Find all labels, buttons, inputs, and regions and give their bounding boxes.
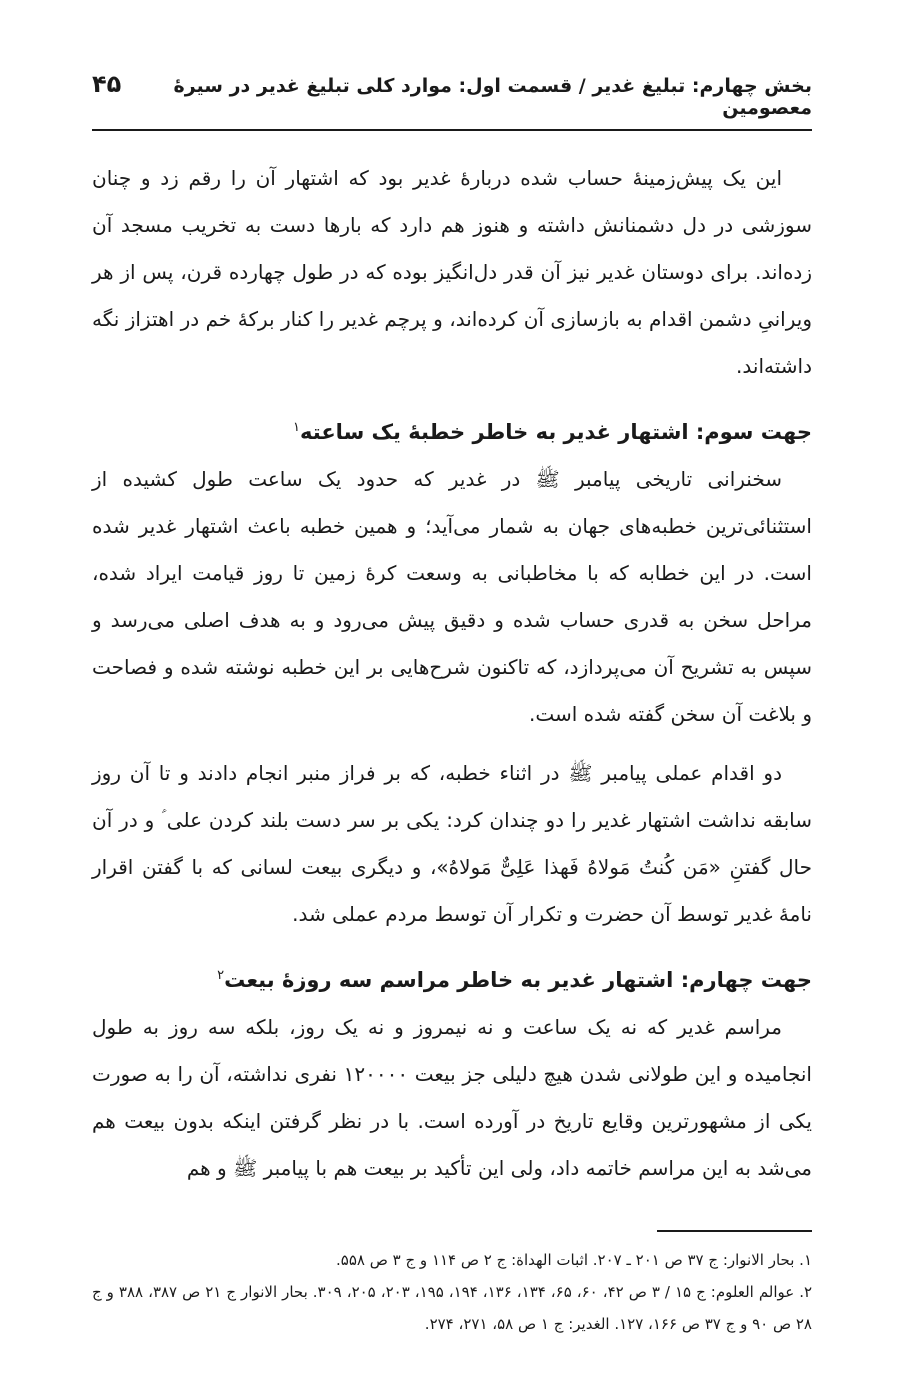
page-number: ۴۵	[92, 70, 122, 98]
book-page	[92, 70, 812, 1340]
paragraph: سخنرانی تاریخی پیامبر ﷺ در غدیر که حدود یک ساعت طول کشیده از استثنائی‌ترین خطبه‌های جهان به شمار می‌آید؛ و همین خطبه باعث اشتهار غدیر شده است. در این خطابه که با مخاطبانی به وسعت کرۀ زمین تا روز قیامت ایراد شده، مراحل سخن به قدری حساب شده و دقیق پیش می‌رود و به هدف اصلی می‌رسد و سپس به تشریح آن می‌پردازد، که تاکنون شرح‌هایی بر این خطبه نوشته شده و فصاحت و بلاغت آن سخن گفته شده است.	[92, 467, 812, 726]
footnotes	[92, 1244, 812, 1340]
main-text	[92, 155, 812, 1192]
footnote-marker: ۱	[293, 420, 301, 435]
section-heading-fourth-aspect	[92, 952, 812, 1004]
section-heading-third-aspect	[92, 404, 812, 456]
running-title: بخش چهارم: تبلیغ غدیر / قسمت اول: موارد کلی تبلیغ غدیر در سیرۀ معصومین	[173, 75, 812, 119]
paragraph: این یک پیش‌زمینۀ حساب شده دربارۀ غدیر بود که اشتهار آن را رقم زد و چنان سوزشی در دل دشمنانش داشته و هنوز هم دارد که بارها دست به تخریب مسجد آن زده‌اند. برای دوستان غدیر نیز آن قدر دل‌انگیز بوده که در طول چهارده قرن، پس از هر ویرانیِ دشمن اقدام به بازسازی آن کرده‌اند، و پرچم غدیر را کنار برکۀ خم در اهتزاز نگه داشته‌اند.	[92, 166, 812, 378]
paragraph: دو اقدام عملی پیامبر ﷺ در اثناء خطبه، که بر فراز منبر انجام دادند و تا آن روز سابقه نداشت اشتهار غدیر را دو چندان کرد: یکی بر سر دست بلند کردن علی ؑ و در آن حال گفتنِ «مَن کُنتُ مَولاهُ فَهذا عَلِیٌّ مَولاهُ»، و دیگری بیعت لسانی که با گفتن اقرار نامۀ غدیر توسط آن حضرت و تکرار آن توسط مردم عملی شد.	[92, 761, 812, 926]
footnote: ۱. بحار الانوار: ج ۳۷ ص ۲۰۱ ـ ۲۰۷. اثبات الهداة: ج ۲ ص ۱۱۴ و ج ۳ ص ۵۵۸.	[336, 1251, 812, 1269]
footnote-divider	[657, 1230, 812, 1232]
heading-text: جهت چهارم: اشتهار غدیر به خاطر مراسم سه روزۀ بیعت	[224, 968, 812, 992]
paragraph: مراسم غدیر که نه یک ساعت و نه نیمروز و نه یک روز، بلکه سه روز به طول انجامیده و این طولانی شدن هیچ دلیلی جز بیعت ۱۲۰۰۰۰ نفری نداشته، آن را به صورت یکی از مشهورترین وقایع تاریخ در آورده است. با در نظر گرفتن اینکه بدون بیعت هم می‌شد به این مراسم خاتمه داد، ولی این تأکید بر بیعت هم با پیامبر ﷺ و هم	[92, 1015, 812, 1180]
footnote: ۲. عوالم العلوم: ج ۱۵ / ۳ ص ۴۲، ۶۰، ۶۵، ۱۳۴، ۱۳۶، ۱۹۴، ۱۹۵، ۲۰۳، ۲۰۵، ۳۰۹. بحار الانوار ج ۲۱ ص ۳۸۷، ۳۸۸ و ج ۲۸ ص ۹۰ و ج ۳۷ ص ۱۶۶، ۱۲۷. الغدیر: ج ۱ ص ۵۸، ۲۷۱، ۲۷۴.	[92, 1283, 813, 1333]
footnote-marker: ۲	[217, 968, 225, 983]
heading-text: جهت سوم: اشتهار غدیر به خاطر خطبۀ یک ساعته	[300, 420, 812, 444]
running-header	[92, 70, 812, 131]
